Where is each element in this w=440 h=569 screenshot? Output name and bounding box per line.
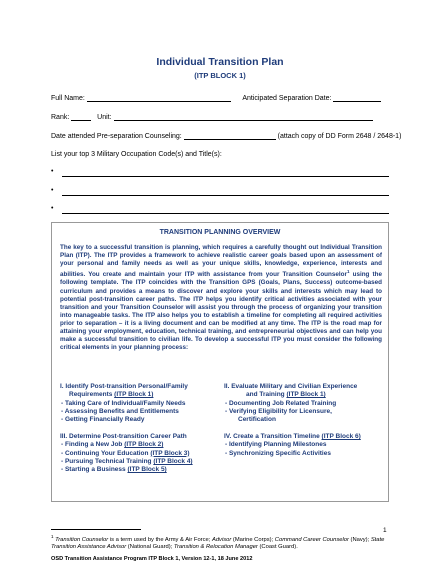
- section-3: [60, 433, 220, 474]
- unit-field[interactable]: [114, 113, 373, 121]
- moc-bullet-2: •: [51, 187, 54, 194]
- section-2-ref: (ITP Block 1): [286, 391, 326, 399]
- section-3-heading: III. Determine Post-transition Career Path: [60, 433, 187, 440]
- separation-date-label: Anticipated Separation Date:: [242, 95, 332, 102]
- section-1-item: - Assessing Benefits and Entitlements: [61, 407, 179, 415]
- section-2-item: - Verifying Eligibility for Licensure,: [225, 407, 332, 415]
- section-2-heading: II. Evaluate Military and Civilian Experience: [224, 383, 358, 390]
- section-4-item: - Identifying Planning Milestones: [225, 441, 327, 449]
- overview-body: The key to a successful transition is planning, which requires a carefully thought out Individual Transition Plan (ITP). The ITP provides a framework to achieve realistic career goals based upon an assessment of your personal and family needs as well as your unique skills, knowledge, experience, interests and abilities. You create and maintain your ITP with assistance from your Transition Counselor$^1$ using the following template. The ITP coincides with the Transition GPS (Goals, Plans, Success) outcome-based curriculum and provides a means to discover and explore your skills and interests which may lead to potential post-transition career paths. The ITP helps you identify critical activities associated with your transition and your Transition Counselor will assist you through the process of organizing your transition into manageable tasks. The ITP also helps you to establish a timeline for completing all required activities prior to separation – it is a living document and can be modified at any time. The ITP is the road map for attaining your employment, education, technical training, and entrepreneurial objectives and can help you make a successful transition to civilian life. To develop a successful ITP you must consider the following critical elements in your planning process:: [60, 244, 382, 352]
- rank-label: Rank:: [51, 114, 70, 121]
- full-name-row: [51, 94, 381, 102]
- section-3-item: - Starting a Business (ITP Block 5): [61, 466, 167, 474]
- overview-title: TRANSITION PLANNING OVERVIEW: [159, 229, 281, 236]
- section-2-heading-2: and Training (ITP Block 1): [246, 391, 326, 399]
- section-2: [224, 383, 384, 424]
- footnote: $^1$ Transition Counselor is a term used by the Army & Air Force; Advisor (Marine Corps); Command Career Counselor (Navy); State Transition Assistance Advisor (National Guard); Transition & Relocation Manager (Coast Guard).: [51, 534, 385, 551]
- moc-label: List your top 3 Military Occupation Code(s) and Title(s):: [51, 151, 222, 158]
- section-4-item: - Synchronizing Specific Activities: [225, 449, 331, 457]
- section-4: [224, 433, 384, 458]
- moc-bullet-1: •: [51, 168, 54, 175]
- rank-field[interactable]: [71, 113, 91, 121]
- moc-field-3[interactable]: [62, 213, 389, 214]
- section-3-item: - Finding a New Job (ITP Block 2): [61, 441, 164, 449]
- page-footer: OSD Transition Assistance Program ITP Block 1, Version 12-1, 18 June 2012: [51, 556, 253, 562]
- moc-field-1[interactable]: [62, 176, 389, 177]
- document-subtitle: (ITP BLOCK 1): [194, 71, 246, 80]
- transition-overview-box: [51, 222, 389, 502]
- counseling-row: [51, 132, 401, 140]
- section-3-item: - Continuing Your Education (ITP Block 3): [61, 449, 190, 457]
- counseling-date-field[interactable]: [184, 132, 276, 140]
- itp-block-4-link[interactable]: (ITP Block 4): [153, 457, 193, 465]
- section-1-heading-2: Requirements (ITP Block 1): [69, 391, 154, 399]
- counseling-label: Date attended Pre-separation Counseling:: [51, 133, 182, 140]
- section-4-heading: IV. Create a Transition Timeline (ITP Block 6): [224, 433, 361, 440]
- section-1: [60, 383, 220, 424]
- full-name-label: Full Name:: [51, 95, 85, 102]
- page-number: 1: [383, 527, 387, 534]
- section-2-item: Certification: [238, 416, 276, 424]
- rank-unit-row: [51, 113, 373, 121]
- footnote-ref: 1: [346, 269, 350, 275]
- moc-bullet-3: •: [51, 205, 54, 212]
- counseling-note: (attach copy of DD Form 2648 / 2648-1): [277, 133, 402, 140]
- itp-block-5-link[interactable]: (ITP Block 5): [127, 466, 167, 474]
- itp-block-6-link[interactable]: (ITP Block 6): [321, 433, 361, 440]
- section-1-heading: I. Identify Post-transition Personal/Family: [60, 383, 188, 390]
- separation-date-field[interactable]: [333, 94, 381, 102]
- full-name-field[interactable]: [87, 94, 231, 102]
- section-1-item: - Taking Care of Individual/Family Needs: [61, 399, 186, 407]
- unit-label: Unit:: [97, 114, 112, 121]
- section-3-item: - Pursuing Technical Training (ITP Block 4): [61, 457, 193, 465]
- section-2-item: - Documenting Job Related Training: [225, 399, 337, 407]
- document-title: Individual Transition Plan: [156, 56, 284, 68]
- moc-field-2[interactable]: [62, 195, 389, 196]
- section-1-item: - Getting Financially Ready: [61, 416, 145, 424]
- section-1-ref: (ITP Block 1): [114, 391, 154, 399]
- itp-block-2-link[interactable]: (ITP Block 2): [124, 441, 164, 449]
- footnote-divider: [51, 529, 141, 530]
- itp-block-3-link[interactable]: (ITP Block 3): [150, 449, 190, 457]
